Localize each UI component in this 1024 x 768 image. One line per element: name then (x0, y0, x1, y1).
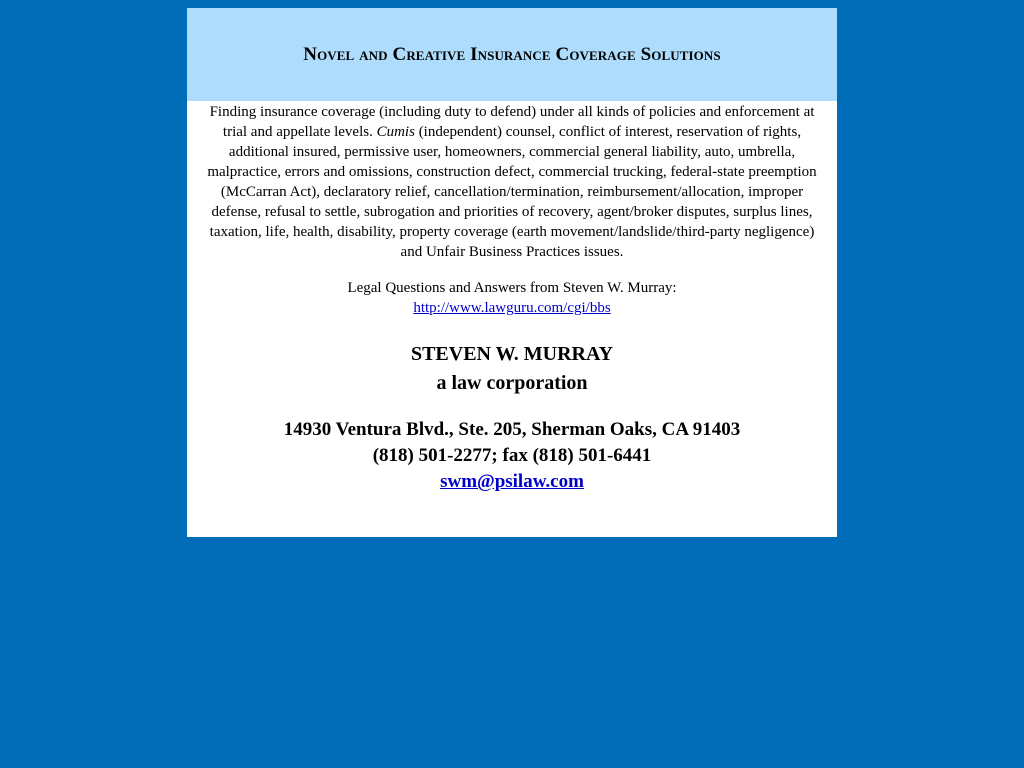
qa-section (207, 278, 817, 318)
page-title: Novel and Creative Insurance Coverage Solutions (303, 43, 721, 65)
firm-name: STEVEN W. MURRAY (410, 343, 614, 365)
email-link[interactable]: swm@psilaw.com (440, 471, 584, 492)
description-italic-cumis: Cumis (376, 124, 415, 140)
description-text-2: (independent) counsel, conflict of interest, reservation of rights, additional insured, permissive user, homeowners, commercial general liability, auto, umbrella, malpractice, errors and omissions, construction defect, commercial trucking, federal-state preemption (McCarran Act), declaratory relief, cancellation/termination, reimbursement/allocation, improper defense, refusal to settle, subrogation and priorities of recovery, agent/broker disputes, surplus lines, taxation, life, health, disability, property coverage (earth movement/landslide/third-party negligence) and Unfair Business Practices issues. (207, 124, 817, 260)
email-row (207, 469, 817, 495)
title-banner (187, 8, 837, 101)
content-area (187, 102, 837, 495)
practice-description (207, 102, 817, 262)
lawguru-link[interactable]: http://www.lawguru.com/cgi/bbs (413, 300, 611, 316)
contact-block (207, 417, 817, 495)
main-panel (187, 8, 837, 537)
firm-subtitle: a law corporation (436, 372, 588, 394)
firm-name-block (207, 340, 817, 398)
firm-address: 14930 Ventura Blvd., Ste. 205, Sherman Oaks, CA 91403 (283, 419, 741, 440)
description-text-1: Finding insurance coverage (including duty to defend) under all kinds of policies and enforcement at trial and appellate levels. (209, 104, 815, 140)
firm-phone-fax: (818) 501-2277; fax (818) 501-6441 (372, 445, 652, 466)
qa-label: Legal Questions and Answers from Steven W. Murray: (347, 280, 677, 296)
